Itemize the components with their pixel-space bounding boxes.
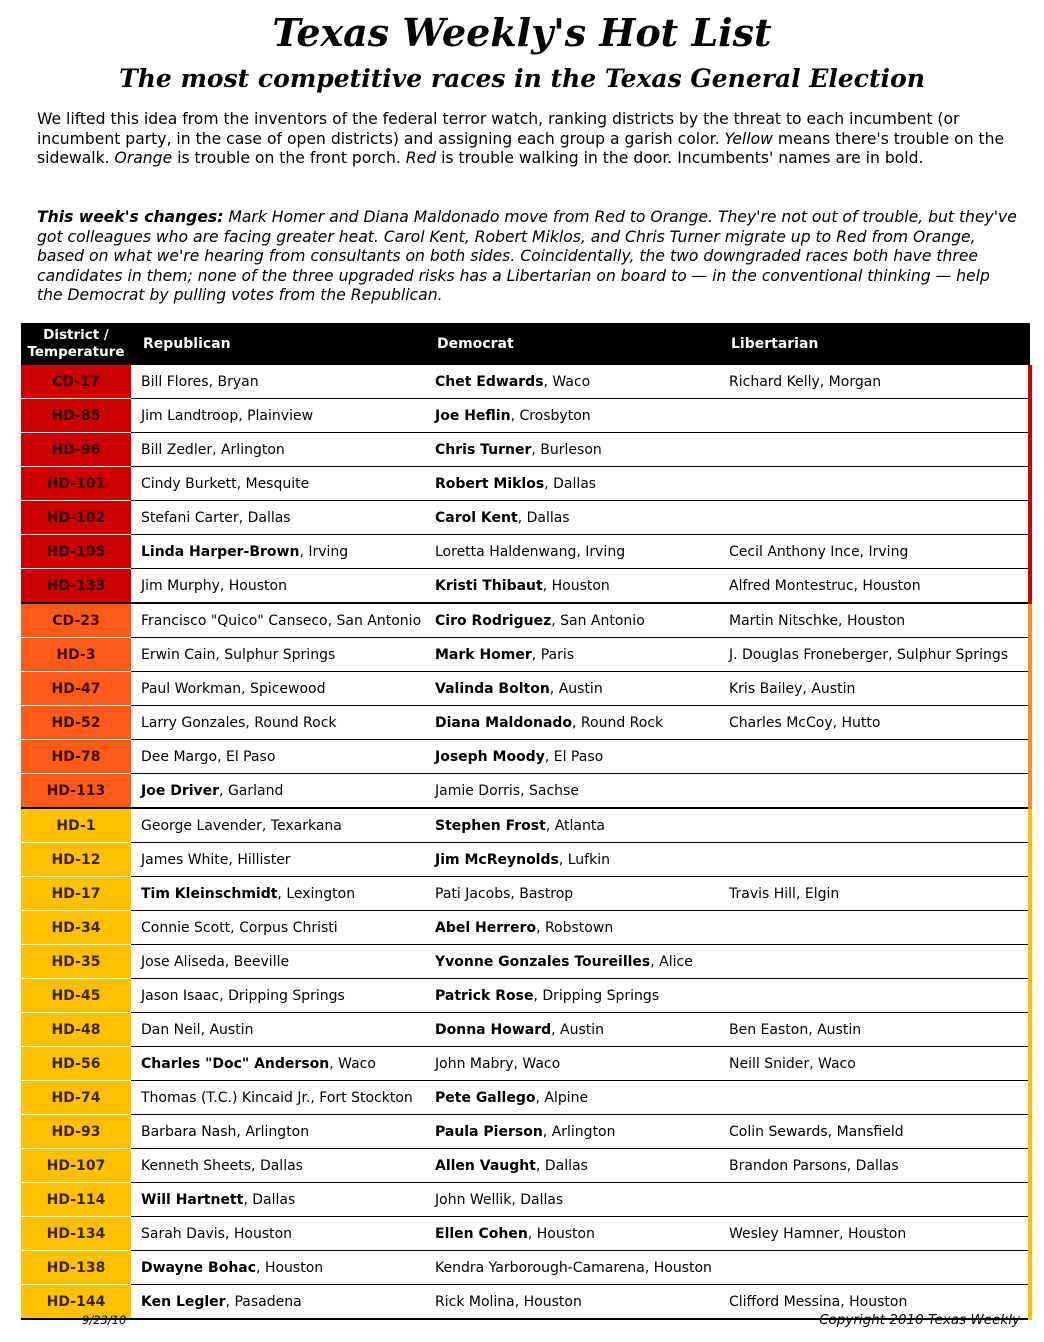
republican-name: Jim Landtroop xyxy=(141,407,239,424)
header-district-line1: District / xyxy=(43,327,109,343)
democrat-city: , Houston xyxy=(527,1225,595,1242)
republican-cell xyxy=(131,603,425,638)
democrat-cell xyxy=(425,1251,719,1285)
intro-orange-word: Orange xyxy=(114,149,173,168)
republican-cell xyxy=(131,1047,425,1081)
intro-text-4: is trouble walking in the door. Incumbents' names are in bold. xyxy=(436,149,924,168)
changes-text: Mark Homer and Diana Maldonado move from Red to Orange. They're not out of trouble, but they've got colleagues who are facing greater heat. Carol Kent, Robert Miklos, and Chris Turner migrate up to Red from Orange, based on what we're hearing from consultants on both sides. Coincidentally, the two downgraded races both have three candidates in them; none of the three upgraded risks has a Libertarian on board to — in the conventional thinking — help the Democrat by pulling votes from the Republican. xyxy=(37,208,1017,305)
libertarian-cell xyxy=(719,433,1030,467)
district-cell: HD-138 xyxy=(21,1251,131,1285)
republican-cell xyxy=(131,1183,425,1217)
district-cell: HD-12 xyxy=(21,843,131,877)
libertarian-cell: Brandon Parsons, Dallas xyxy=(719,1149,1030,1183)
table-row xyxy=(21,706,1030,740)
republican-name: Sarah Davis xyxy=(141,1225,225,1242)
democrat-name: Jim McReynolds xyxy=(435,851,559,868)
header-district-line2: Temperature xyxy=(27,344,125,360)
republican-city: , Houston xyxy=(219,577,287,594)
table-row xyxy=(21,945,1030,979)
republican-cell xyxy=(131,877,425,911)
republican-name: Dee Margo xyxy=(141,748,218,765)
republican-name: Paul Workman xyxy=(141,680,242,697)
democrat-city: , Round Rock xyxy=(572,714,664,731)
republican-name: Tim Kleinschmidt xyxy=(141,885,278,902)
democrat-cell xyxy=(425,877,719,911)
table-row xyxy=(21,501,1030,535)
intro-text-2: means there's trouble on the sidewalk. xyxy=(37,129,1005,168)
democrat-cell xyxy=(425,706,719,740)
header-democrat: Democrat xyxy=(425,323,719,365)
district-cell: HD-52 xyxy=(21,706,131,740)
table-row xyxy=(21,1115,1030,1149)
democrat-name: John Mabry xyxy=(435,1055,514,1072)
intro-red-word: Red xyxy=(405,149,437,168)
democrat-cell xyxy=(425,638,719,672)
republican-cell xyxy=(131,1149,425,1183)
democrat-cell xyxy=(425,843,719,877)
table-row xyxy=(21,399,1030,433)
republican-cell xyxy=(131,1217,425,1251)
democrat-cell xyxy=(425,774,719,809)
republican-city: , Beeville xyxy=(224,953,290,970)
libertarian-cell xyxy=(719,1183,1030,1217)
republican-name: Connie Scott xyxy=(141,919,231,936)
democrat-name: Paula Pierson xyxy=(435,1123,543,1140)
table-row xyxy=(21,911,1030,945)
district-cell: HD-93 xyxy=(21,1115,131,1149)
democrat-city: , Paris xyxy=(531,646,575,663)
democrat-city: , Alpine xyxy=(535,1089,589,1106)
republican-city: , Bryan xyxy=(208,373,259,390)
democrat-name: Stephen Frost xyxy=(435,817,546,834)
democrat-name: Pete Gallego xyxy=(435,1089,536,1106)
district-cell: CD-23 xyxy=(21,603,131,638)
democrat-name: Jamie Dorris xyxy=(435,782,521,799)
table-row xyxy=(21,877,1030,911)
republican-city: , Dallas xyxy=(243,1191,296,1208)
republican-name: Will Hartnett xyxy=(141,1191,244,1208)
democrat-city: , Arlington xyxy=(542,1123,616,1140)
democrat-cell xyxy=(425,1285,719,1320)
republican-city: , Arlington xyxy=(236,1123,310,1140)
democrat-cell xyxy=(425,1217,719,1251)
democrat-city: , Atlanta xyxy=(545,817,605,834)
table-row xyxy=(21,433,1030,467)
libertarian-cell xyxy=(719,1081,1030,1115)
page-title: Texas Weekly's Hot List xyxy=(272,10,772,55)
democrat-city: , Austin xyxy=(551,1021,605,1038)
democrat-name: Mark Homer xyxy=(435,646,532,663)
republican-cell xyxy=(131,433,425,467)
republican-city: , Fort Stockton xyxy=(310,1089,413,1106)
district-cell: HD-74 xyxy=(21,1081,131,1115)
republican-cell xyxy=(131,1251,425,1285)
libertarian-cell: Alfred Montestruc, Houston xyxy=(719,569,1030,604)
republican-name: Joe Driver xyxy=(141,782,220,799)
district-cell: HD-101 xyxy=(21,467,131,501)
footer-date: 9/23/10 xyxy=(82,1313,127,1327)
district-cell: HD-3 xyxy=(21,638,131,672)
republican-name: Jim Murphy xyxy=(141,577,220,594)
republican-name: Linda Harper-Brown xyxy=(141,543,300,560)
republican-city: , Houston xyxy=(224,1225,293,1242)
democrat-city: , San Antonio xyxy=(551,612,645,629)
republican-city: , El Paso xyxy=(217,748,276,765)
table-row xyxy=(21,569,1030,604)
democrat-name: Patrick Rose xyxy=(435,987,534,1004)
table-row xyxy=(21,638,1030,672)
republican-name: Jose Aliseda xyxy=(141,953,225,970)
table-row xyxy=(21,740,1030,774)
district-cell: HD-47 xyxy=(21,672,131,706)
district-cell: HD-45 xyxy=(21,979,131,1013)
republican-name: Francisco "Quico" Canseco xyxy=(141,612,328,629)
table-row xyxy=(21,603,1030,638)
republican-city: , Dripping Springs xyxy=(219,987,345,1004)
democrat-city: , Irving xyxy=(576,543,626,560)
libertarian-cell xyxy=(719,774,1030,809)
libertarian-cell xyxy=(719,501,1030,535)
libertarian-cell xyxy=(719,945,1030,979)
republican-name: Thomas (T.C.) Kincaid Jr. xyxy=(141,1089,311,1106)
republican-cell xyxy=(131,535,425,569)
district-cell: HD-48 xyxy=(21,1013,131,1047)
republican-name: Bill Zedler xyxy=(141,441,213,458)
democrat-cell xyxy=(425,467,719,501)
libertarian-cell: Cecil Anthony Ince, Irving xyxy=(719,535,1030,569)
democrat-city: , Lufkin xyxy=(558,851,610,868)
republican-city: , Plainview xyxy=(238,407,314,424)
democrat-cell xyxy=(425,365,719,399)
democrat-city: , Dripping Springs xyxy=(533,987,660,1004)
table-row xyxy=(21,808,1030,843)
democrat-city: , Houston xyxy=(644,1259,712,1276)
republican-cell xyxy=(131,740,425,774)
republican-city: , Arlington xyxy=(212,441,285,458)
district-cell: HD-133 xyxy=(21,569,131,604)
libertarian-cell xyxy=(719,911,1030,945)
democrat-city: , Dallas xyxy=(511,1191,564,1208)
intro-text-3: is trouble on the front porch. xyxy=(172,149,406,168)
district-cell: HD-113 xyxy=(21,774,131,809)
table-row xyxy=(21,1013,1030,1047)
district-cell: HD-85 xyxy=(21,399,131,433)
democrat-name: Diana Maldonado xyxy=(435,714,573,731)
democrat-name: Robert Miklos xyxy=(435,475,545,492)
democrat-city: , Burleson xyxy=(531,441,602,458)
democrat-cell xyxy=(425,535,719,569)
district-cell: HD-56 xyxy=(21,1047,131,1081)
democrat-cell xyxy=(425,1081,719,1115)
republican-name: Bill Flores xyxy=(141,373,209,390)
district-cell: HD-105 xyxy=(21,535,131,569)
democrat-cell xyxy=(425,979,719,1013)
republican-name: Dwayne Bohac xyxy=(141,1259,257,1276)
democrat-name: Carol Kent xyxy=(435,509,518,526)
republican-cell xyxy=(131,467,425,501)
democrat-city: , El Paso xyxy=(544,748,604,765)
table-row xyxy=(21,1047,1030,1081)
democrat-city: , Houston xyxy=(514,1293,582,1310)
republican-name: Charles "Doc" Anderson xyxy=(141,1055,330,1072)
democrat-name: Ellen Cohen xyxy=(435,1225,528,1242)
libertarian-cell: Kris Bailey, Austin xyxy=(719,672,1030,706)
republican-city: , Texarkana xyxy=(261,817,342,834)
district-cell: HD-1 xyxy=(21,808,131,843)
table-row xyxy=(21,979,1030,1013)
libertarian-cell xyxy=(719,740,1030,774)
democrat-cell xyxy=(425,945,719,979)
republican-name: James White xyxy=(141,851,229,868)
libertarian-cell: J. Douglas Froneberger, Sulphur Springs xyxy=(719,638,1030,672)
table-body xyxy=(21,365,1030,1319)
republican-city: , San Antonio xyxy=(327,612,422,629)
democrat-city: , Houston xyxy=(542,577,610,594)
democrat-name: Chris Turner xyxy=(435,441,532,458)
footer-copyright: Copyright 2010 Texas Weekly xyxy=(819,1312,1020,1328)
democrat-name: Ciro Rodriguez xyxy=(435,612,552,629)
table-row xyxy=(21,672,1030,706)
table-row xyxy=(21,774,1030,809)
democrat-cell xyxy=(425,399,719,433)
libertarian-cell: Colin Sewards, Mansfield xyxy=(719,1115,1030,1149)
republican-cell xyxy=(131,808,425,843)
header-republican: Republican xyxy=(131,323,425,365)
republican-cell xyxy=(131,945,425,979)
republican-city: , Pasadena xyxy=(225,1293,302,1310)
republican-city: , Mesquite xyxy=(236,475,310,492)
libertarian-cell xyxy=(719,808,1030,843)
table-row xyxy=(21,1217,1030,1251)
republican-city: , Spicewood xyxy=(241,680,326,697)
table-row xyxy=(21,365,1030,399)
district-cell: HD-35 xyxy=(21,945,131,979)
democrat-city: , Waco xyxy=(513,1055,561,1072)
democrat-cell xyxy=(425,740,719,774)
libertarian-cell: Martin Nitschke, Houston xyxy=(719,603,1030,638)
republican-cell xyxy=(131,501,425,535)
table-row xyxy=(21,1251,1030,1285)
district-cell: HD-78 xyxy=(21,740,131,774)
libertarian-cell: Neill Snider, Waco xyxy=(719,1047,1030,1081)
democrat-city: , Robstown xyxy=(536,919,614,936)
district-cell: HD-134 xyxy=(21,1217,131,1251)
republican-cell xyxy=(131,1285,425,1320)
democrat-cell xyxy=(425,911,719,945)
republican-cell xyxy=(131,774,425,809)
republican-city: , Hillister xyxy=(228,851,291,868)
republican-name: Dan Neil xyxy=(141,1021,201,1038)
table-row xyxy=(21,843,1030,877)
democrat-city: , Crosbyton xyxy=(510,407,591,424)
democrat-cell xyxy=(425,808,719,843)
header-libertarian: Libertarian xyxy=(719,323,1030,365)
democrat-cell xyxy=(425,1013,719,1047)
republican-cell xyxy=(131,638,425,672)
republican-cell xyxy=(131,365,425,399)
republican-cell xyxy=(131,569,425,604)
republican-cell xyxy=(131,1115,425,1149)
district-cell: HD-114 xyxy=(21,1183,131,1217)
democrat-name: Abel Herrero xyxy=(435,919,537,936)
libertarian-cell: Richard Kelly, Morgan xyxy=(719,365,1030,399)
libertarian-cell: Clifford Messina, Houston xyxy=(719,1285,1030,1320)
democrat-city: , Dallas xyxy=(517,509,570,526)
table-header-row xyxy=(21,323,1030,365)
republican-city: , Sulphur Springs xyxy=(215,646,336,663)
republican-city: , Dallas xyxy=(238,509,291,526)
district-cell: HD-34 xyxy=(21,911,131,945)
republican-cell xyxy=(131,706,425,740)
democrat-name: Loretta Haldenwang xyxy=(435,543,577,560)
republican-cell xyxy=(131,979,425,1013)
republican-city: , Round Rock xyxy=(245,714,337,731)
democrat-name: Joe Heflin xyxy=(435,407,511,424)
changes-label: This week's changes: xyxy=(37,208,224,226)
republican-name: Larry Gonzales xyxy=(141,714,246,731)
district-cell: HD-144 xyxy=(21,1285,131,1320)
republican-city: , Irving xyxy=(299,543,349,560)
republican-city: , Lexington xyxy=(277,885,356,902)
democrat-city: , Bastrop xyxy=(510,885,574,902)
table-row xyxy=(21,1149,1030,1183)
democrat-cell xyxy=(425,1115,719,1149)
democrat-city: , Waco xyxy=(543,373,591,390)
libertarian-cell xyxy=(719,843,1030,877)
democrat-name: John Wellik xyxy=(435,1191,512,1208)
republican-name: Ken Legler xyxy=(141,1293,226,1310)
democrat-name: Rick Molina xyxy=(435,1293,515,1310)
changes-paragraph xyxy=(37,208,1017,306)
democrat-name: Donna Howard xyxy=(435,1021,552,1038)
republican-city: , Dallas xyxy=(251,1157,303,1174)
libertarian-cell xyxy=(719,467,1030,501)
republican-name: Kenneth Sheets xyxy=(141,1157,252,1174)
libertarian-cell: Travis Hill, Elgin xyxy=(719,877,1030,911)
libertarian-cell xyxy=(719,979,1030,1013)
democrat-city: , Dallas xyxy=(544,475,597,492)
hot-list-table xyxy=(21,323,1032,1320)
district-cell: HD-107 xyxy=(21,1149,131,1183)
libertarian-cell: Charles McCoy, Hutto xyxy=(719,706,1030,740)
republican-city: , Garland xyxy=(219,782,284,799)
republican-city: , Austin xyxy=(200,1021,254,1038)
republican-cell xyxy=(131,911,425,945)
district-cell: HD-17 xyxy=(21,877,131,911)
libertarian-cell xyxy=(719,1251,1030,1285)
republican-name: Stefani Carter xyxy=(141,509,239,526)
democrat-cell xyxy=(425,603,719,638)
page-subtitle: The most competitive races in the Texas General Election xyxy=(119,64,925,93)
republican-cell xyxy=(131,1013,425,1047)
democrat-name: Pati Jacobs xyxy=(435,885,511,902)
democrat-cell xyxy=(425,1183,719,1217)
republican-name: Barbara Nash xyxy=(141,1123,237,1140)
table-row xyxy=(21,1081,1030,1115)
republican-cell xyxy=(131,843,425,877)
libertarian-cell xyxy=(719,399,1030,433)
democrat-name: Kristi Thibaut xyxy=(435,577,543,594)
libertarian-cell: Wesley Hamner, Houston xyxy=(719,1217,1030,1251)
republican-name: Cindy Burkett xyxy=(141,475,237,492)
intro-paragraph xyxy=(37,110,1012,169)
district-cell: HD-96 xyxy=(21,433,131,467)
democrat-city: , Dallas xyxy=(535,1157,588,1174)
democrat-city: , Austin xyxy=(549,680,603,697)
democrat-name: Kendra Yarborough-Camarena xyxy=(435,1259,645,1276)
democrat-cell xyxy=(425,672,719,706)
republican-city: , Waco xyxy=(329,1055,376,1072)
democrat-name: Allen Vaught xyxy=(435,1157,536,1174)
democrat-cell xyxy=(425,501,719,535)
democrat-name: Yvonne Gonzales Toureilles xyxy=(435,953,651,970)
district-cell: CD-17 xyxy=(21,365,131,399)
libertarian-cell: Ben Easton, Austin xyxy=(719,1013,1030,1047)
header-district xyxy=(21,323,131,365)
democrat-city: , Sachse xyxy=(520,782,579,799)
republican-cell xyxy=(131,1081,425,1115)
democrat-cell xyxy=(425,433,719,467)
intro-text-1: We lifted this idea from the inventors of the federal terror watch, ranking districts by the threat to each incumbent (or incumbent party, in the case of open districts) and assigning each group a garish color. xyxy=(37,110,960,148)
democrat-cell xyxy=(425,569,719,604)
district-cell: HD-102 xyxy=(21,501,131,535)
democrat-name: Joseph Moody xyxy=(435,748,545,765)
republican-name: George Lavender xyxy=(141,817,262,834)
table-row xyxy=(21,467,1030,501)
democrat-cell xyxy=(425,1149,719,1183)
table-row xyxy=(21,1183,1030,1217)
republican-city: , Houston xyxy=(256,1259,324,1276)
democrat-city: , Alice xyxy=(650,953,693,970)
democrat-name: Valinda Bolton xyxy=(435,680,550,697)
republican-cell xyxy=(131,399,425,433)
table-row xyxy=(21,535,1030,569)
republican-cell xyxy=(131,672,425,706)
democrat-cell xyxy=(425,1047,719,1081)
republican-name: Jason Isaac xyxy=(141,987,220,1004)
republican-name: Erwin Cain xyxy=(141,646,216,663)
intro-yellow-word: Yellow xyxy=(724,129,773,148)
republican-city: , Corpus Christi xyxy=(230,919,338,936)
democrat-name: Chet Edwards xyxy=(435,373,544,390)
